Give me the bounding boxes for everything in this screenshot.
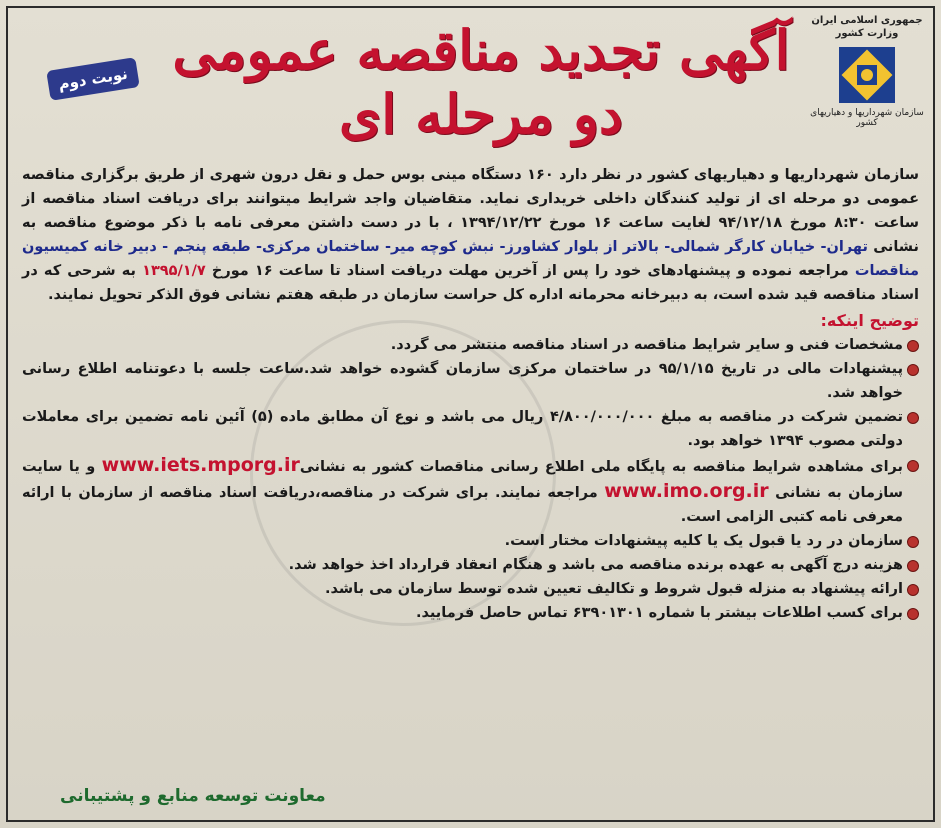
intro-part-4: به شرحی که در اسناد مناقصه قید شده است، به دبیرخانه محرمانه اداره کل حراست سازمان در طبقه هفتم نشانی فوق الذکر تحویل نمایند. [22, 263, 919, 303]
logo-top-text: جمهوری اسلامی ایران [811, 15, 923, 26]
iets-url-link[interactable]: www.iets.mporg.ir [101, 454, 300, 476]
bullet-icon [907, 412, 919, 424]
intro-org: سازمان شهرداریها و دهیاریهای کشور [647, 167, 919, 183]
address-text: تهران- خیابان کارگر شمالی- بالاتر از بلوار کشاورز- نبش کوچه میر- ساختمان مرکزی- طبقه پنجم - دبیر خانه کمیسیون مناقصات [22, 239, 920, 279]
note-item [22, 553, 919, 577]
note-text: پیشنهادات مالی در تاریخ ۹۵/۱/۱۵ در ساختمان مرکزی سازمان گشوده خواهد شد.ساعت جلسه با دعوتنامه اطلاع رسانی خواهد شد. [22, 361, 904, 401]
logo-org-text: سازمان شهرداریها و دهیاریهای کشور [810, 108, 924, 128]
main-body [22, 163, 919, 625]
logo-sub-text: وزارت کشور [835, 28, 899, 39]
note-text: برای کسب اطلاعات بیشتر با شماره ۶۳۹۰۱۳۰۱ تماس حاصل فرمایید. [416, 605, 903, 621]
bullet-icon [907, 460, 919, 472]
deadline-date: ۱۳۹۵/۱/۷ [142, 263, 206, 279]
url-tail-text: مراجعه نمایند. برای شرکت در مناقصه،دریافت اسناد مناقصه از سازمان با ارائه معرفی نامه کتبی الزامی است. [22, 485, 903, 525]
note-item [22, 333, 919, 357]
note-text: سازمان در رد یا قبول یک یا کلیه پیشنهادات مختار است. [504, 533, 903, 549]
ministry-emblem-icon [836, 44, 898, 106]
bullet-icon [907, 340, 919, 352]
bullet-icon [907, 584, 919, 596]
note-text: هزینه درج آگهی به عهده برنده مناقصه می باشد و هنگام انعقاد قرارداد اخذ خواهد شد. [288, 557, 903, 573]
imo-url-link[interactable]: www.imo.org.ir [604, 480, 769, 502]
note-item [22, 577, 919, 601]
notes-list [22, 333, 919, 625]
note-text: برای مشاهده شرایط مناقصه به پایگاه ملی اطلاع رسانی مناقصات کشور به نشانی [299, 459, 903, 475]
notes-title: توضیح اینکه: [820, 311, 919, 330]
bullet-icon [907, 364, 919, 376]
intro-part-3: مراجعه نموده و پیشنهادهای خود را پس از آخرین مهلت دریافت اسناد تا ساعت ۱۶ مورخ [205, 263, 855, 279]
note-text: ارائه پیشنهاد به منزله قبول شروط و تکالیف تعیین شده توسط سازمان می باشد. [324, 581, 903, 597]
footer-signature: معاونت توسعه منابع و پشتیبانی [60, 786, 326, 806]
note-item [22, 601, 919, 625]
intro-part-2: از طریق برگزاری مناقصه عمومی دو مرحله ای از تولید کنندگان داخلی خریداری نماید. متقاضیان واجد شرایط میتوانند برای دریافت اسناد مناقصه از ساعت ۸:۳۰ مورخ ۹۴/۱۲/۱۸ لغایت ساعت ۱۶ مورخ ۱۳۹۴/۱۲/۲۲ ، با در دست داشتن معرفی نامه با ذکر موضوع مناقصه به نشانی [22, 167, 920, 255]
intro-paragraph [22, 163, 919, 307]
ministry-logo [807, 14, 927, 128]
note-item [22, 357, 919, 405]
note-item [22, 529, 919, 553]
note-item [22, 405, 919, 453]
page-title: آگهی تجدید مناقصه عمومی دو مرحله ای [172, 18, 790, 146]
bullet-icon [907, 608, 919, 620]
intro-part-1: در نظر دارد [553, 167, 648, 183]
note-item [22, 453, 919, 529]
note-text: تضمین شرکت در مناقصه به مبلغ ۴/۸۰۰/۰۰۰/۰۰۰ ریال می باشد و نوع آن مطابق ماده (۵) آئین نامه تضمین برای معاملات دولتی مصوب ۱۳۹۴ خواهد بود. [22, 409, 903, 449]
note-text: مشخصات فنی و سایر شرایط مناقصه در اسناد مناقصه منتشر می گردد. [390, 337, 903, 353]
bullet-icon [907, 536, 919, 548]
url-mid-text: و یا سایت سازمان به نشانی [22, 459, 903, 501]
intro-subject: ۱۶۰ دستگاه مینی بوس حمل و نقل درون شهری [209, 167, 554, 183]
bullet-icon [907, 560, 919, 572]
second-notice-badge: نوبت دوم [46, 57, 140, 101]
